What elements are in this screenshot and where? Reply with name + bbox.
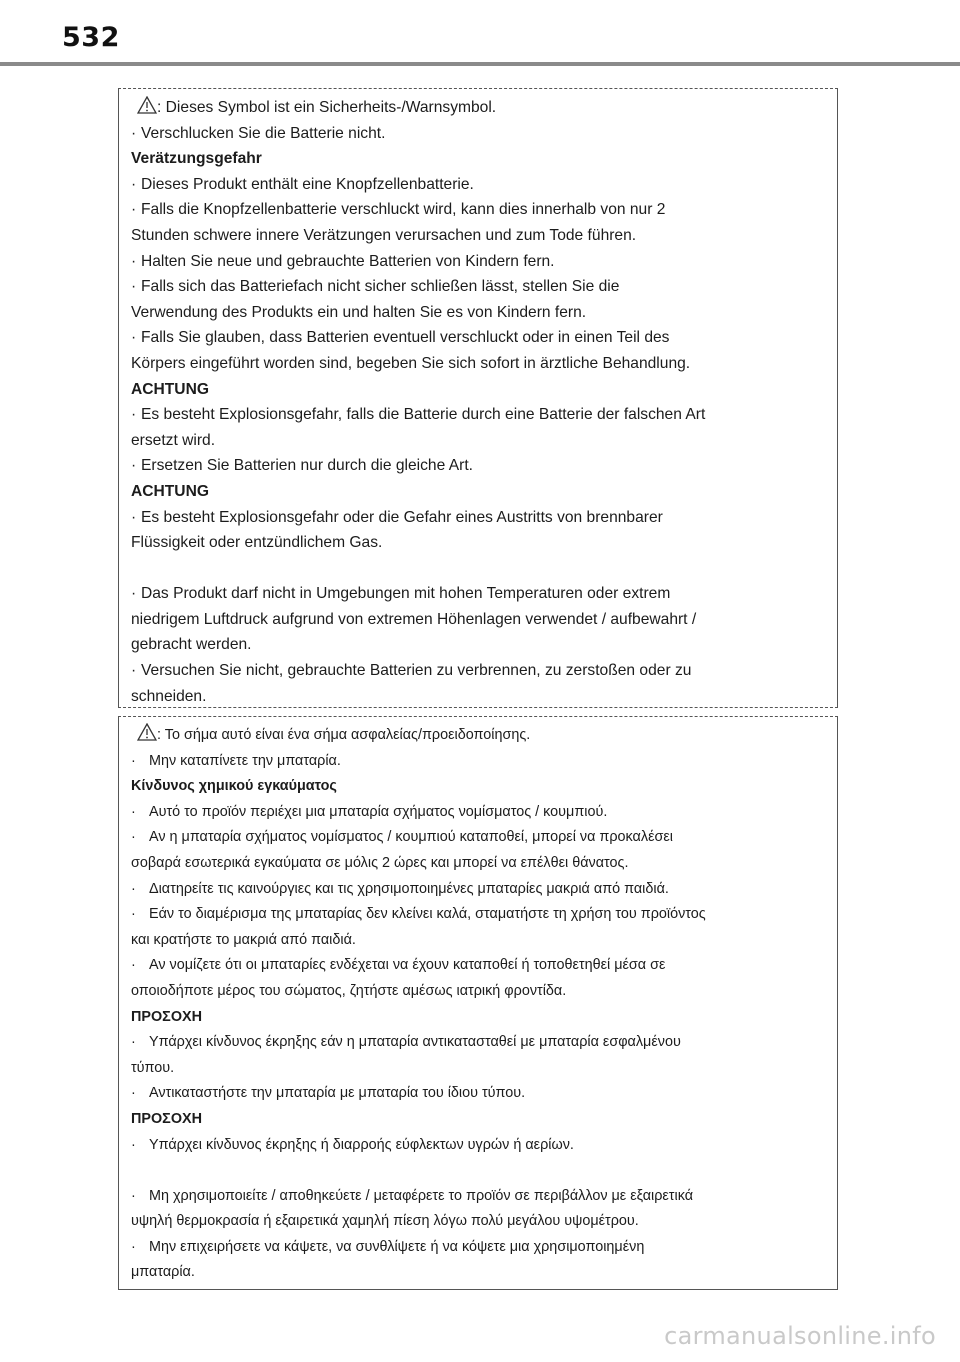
symbol-note-line bbox=[131, 723, 825, 749]
warning-box-greek bbox=[118, 716, 838, 1290]
continuation-line: σοβαρά εσωτερικά εγκαύματα σε μόλις 2 ώρες και μπορεί να επέλθει θάνατος. bbox=[131, 854, 629, 871]
bullet-line bbox=[131, 505, 825, 531]
bullet-line bbox=[131, 325, 825, 351]
continuation-line: niedrigem Luftdruck aufgrund von extremen Höhenlagen verwendet / aufbewahrt / bbox=[131, 610, 697, 628]
bullet-line bbox=[131, 953, 825, 979]
continuation-line: υψηλή θερμοκρασία ή εξαιρετικά χαμηλή πίεση λόγω πολύ μεγάλου υψομέτρου. bbox=[131, 1213, 639, 1230]
continuation-line: και κρατήστε το μακριά από παιδιά. bbox=[131, 931, 356, 948]
bullet-line bbox=[131, 1133, 825, 1159]
bullet-dot-icon: · bbox=[131, 457, 137, 475]
bullet-line bbox=[131, 197, 825, 223]
warning-triangle-icon bbox=[137, 723, 157, 741]
bullet-dot-icon: · bbox=[131, 329, 137, 347]
bullet-text: Διατηρείτε τις καινούργιες και τις χρησιμοποιημένες μπαταρίες μακριά από παιδιά. bbox=[149, 880, 669, 897]
bullet-line bbox=[131, 581, 825, 607]
bullet-line bbox=[131, 1030, 825, 1056]
bullet-text: Versuchen Sie nicht, gebrauchte Batterien zu verbrennen, zu zerstoßen oder zu bbox=[141, 662, 692, 680]
bullet-text: Falls die Knopfzellenbatterie verschluckt wird, kann dies innerhalb von nur 2 bbox=[141, 201, 666, 219]
continuation-line: Flüssigkeit oder entzündlichem Gas. bbox=[131, 534, 383, 552]
blank-line bbox=[131, 556, 825, 582]
bullet-dot-icon: · bbox=[131, 752, 136, 769]
bullet-line bbox=[131, 453, 825, 479]
bullet-dot-icon: · bbox=[131, 201, 137, 219]
bullet-line bbox=[131, 902, 825, 928]
bullet-dot-icon: · bbox=[131, 803, 136, 820]
bullet-text: Αν η μπαταρία σχήματος νομίσματος / κουμπιού καταποθεί, μπορεί να προκαλέσει bbox=[149, 829, 673, 846]
symbol-note-text: : Το σήμα αυτό είναι ένα σήμα ασφαλείας/προειδοποίησης. bbox=[157, 727, 531, 743]
bullet-line bbox=[131, 877, 825, 903]
section-heading: ACHTUNG bbox=[131, 482, 209, 500]
bullet-text: Dieses Produkt enthält eine Knopfzellenbatterie. bbox=[141, 175, 474, 193]
bullet-text: Ersetzen Sie Batterien nur durch die gleiche Art. bbox=[141, 457, 473, 475]
continuation-line: Körpers eingeführt worden sind, begeben Sie sich sofort in ärztliche Behandlung. bbox=[131, 354, 691, 372]
bullet-text: Αντικαταστήστε την μπαταρία με μπαταρία του ίδιου τύπου. bbox=[149, 1085, 526, 1102]
bullet-text: Υπάρχει κίνδυνος έκρηξης εάν η μπαταρία αντικατασταθεί με μπαταρία εσφαλμένου bbox=[149, 1034, 681, 1051]
bullet-dot-icon: · bbox=[131, 829, 136, 846]
bullet-text: Verschlucken Sie die Batterie nicht. bbox=[141, 124, 386, 142]
continuation-line: schneiden. bbox=[131, 687, 207, 705]
symbol-note-line bbox=[131, 95, 825, 121]
bullet-dot-icon: · bbox=[131, 957, 136, 974]
warning-triangle-icon bbox=[137, 96, 157, 114]
bullet-line bbox=[131, 1184, 825, 1210]
bullet-line bbox=[131, 658, 825, 684]
bullet-text: Falls sich das Batteriefach nicht sicher schließen lässt, stellen Sie die bbox=[141, 278, 620, 296]
bullet-dot-icon: · bbox=[131, 1085, 136, 1102]
continuation-line: μπαταρία. bbox=[131, 1264, 195, 1281]
bullet-line bbox=[131, 274, 825, 300]
symbol-note-text: : Dieses Symbol ist ein Sicherheits-/Warnsymbol. bbox=[157, 99, 497, 116]
blank-line bbox=[131, 1158, 825, 1184]
section-heading: Verätzungsgefahr bbox=[131, 150, 262, 168]
greek-text-lines bbox=[131, 749, 825, 1286]
section-heading: ACHTUNG bbox=[131, 380, 209, 398]
bullet-line bbox=[131, 172, 825, 198]
bullet-dot-icon: · bbox=[131, 1034, 136, 1051]
bullet-dot-icon: · bbox=[131, 1187, 136, 1204]
bullet-text: Μην επιχειρήσετε να κάψετε, να συνθλίψετε ή να κόψετε μια χρησιμοποιημένη bbox=[149, 1238, 645, 1255]
bullet-dot-icon: · bbox=[131, 406, 137, 424]
bullet-dot-icon: · bbox=[131, 1238, 136, 1255]
bullet-dot-icon: · bbox=[131, 278, 137, 296]
bullet-line bbox=[131, 121, 825, 147]
continuation-line: ersetzt wird. bbox=[131, 431, 216, 449]
bullet-dot-icon: · bbox=[131, 508, 137, 526]
bullet-text: Es besteht Explosionsgefahr, falls die Batterie durch eine Batterie der falschen Art bbox=[141, 406, 706, 424]
continuation-line: Stunden schwere innere Verätzungen verursachen und zum Tode führen. bbox=[131, 226, 637, 244]
bullet-line bbox=[131, 825, 825, 851]
continuation-line: Verwendung des Produkts ein und halten Sie es von Kindern fern. bbox=[131, 303, 587, 321]
bullet-text: Es besteht Explosionsgefahr oder die Gefahr eines Austritts von brennbarer bbox=[141, 508, 663, 526]
continuation-line: gebracht werden. bbox=[131, 636, 252, 654]
bullet-line bbox=[131, 749, 825, 775]
bullet-dot-icon: · bbox=[131, 124, 137, 142]
bullet-text: Εάν το διαμέρισμα της μπαταρίας δεν κλείνει καλά, σταματήστε τη χρήση του προϊόντος bbox=[149, 906, 706, 923]
footer-watermark: carmanualsonline.info bbox=[664, 1322, 936, 1350]
bullet-dot-icon: · bbox=[131, 175, 137, 193]
bullet-line bbox=[131, 1081, 825, 1107]
section-heading: Κίνδυνος χημικού εγκαύματος bbox=[131, 778, 337, 795]
bullet-dot-icon: · bbox=[131, 906, 136, 923]
bullet-text: Das Produkt darf nicht in Umgebungen mit hohen Temperaturen oder extrem bbox=[141, 585, 671, 603]
bullet-line bbox=[131, 1235, 825, 1261]
bullet-line bbox=[131, 800, 825, 826]
bullet-line bbox=[131, 402, 825, 428]
bullet-text: Μη χρησιμοποιείτε / αποθηκεύετε / μεταφέρετε το προϊόν σε περιβάλλον με εξαιρετικά bbox=[149, 1187, 694, 1204]
section-heading: ΠΡΟΣΟΧΗ bbox=[131, 1110, 203, 1127]
bullet-text: Μην καταπίνετε την μπαταρία. bbox=[149, 752, 341, 769]
bullet-dot-icon: · bbox=[131, 1136, 136, 1153]
header-rule bbox=[0, 62, 960, 66]
bullet-text: Υπάρχει κίνδυνος έκρηξης ή διαρροής εύφλεκτων υγρών ή αερίων. bbox=[149, 1136, 574, 1153]
bullet-dot-icon: · bbox=[131, 662, 137, 680]
german-text-lines bbox=[131, 121, 825, 710]
bullet-text: Falls Sie glauben, dass Batterien eventuell verschluckt oder in einen Teil des bbox=[141, 329, 670, 347]
warning-box-german bbox=[118, 88, 838, 708]
page-number: 532 bbox=[62, 22, 120, 53]
bullet-text: Αυτό το προϊόν περιέχει μια μπαταρία σχήματος νομίσματος / κουμπιού. bbox=[149, 803, 608, 820]
bullet-text: Αν νομίζετε ότι οι μπαταρίες ενδέχεται να έχουν καταποθεί ή τοποθετηθεί μέσα σε bbox=[149, 957, 666, 974]
bullet-dot-icon: · bbox=[131, 252, 137, 270]
continuation-line: τύπου. bbox=[131, 1059, 175, 1076]
bullet-text: Halten Sie neue und gebrauchte Batterien von Kindern fern. bbox=[141, 252, 555, 270]
bullet-line bbox=[131, 249, 825, 275]
section-heading: ΠΡΟΣΟΧΗ bbox=[131, 1008, 203, 1025]
continuation-line: οποιοδήποτε μέρος του σώματος, ζητήστε αμέσως ιατρική φροντίδα. bbox=[131, 982, 567, 999]
bullet-dot-icon: · bbox=[131, 880, 136, 897]
bullet-dot-icon: · bbox=[131, 585, 137, 603]
